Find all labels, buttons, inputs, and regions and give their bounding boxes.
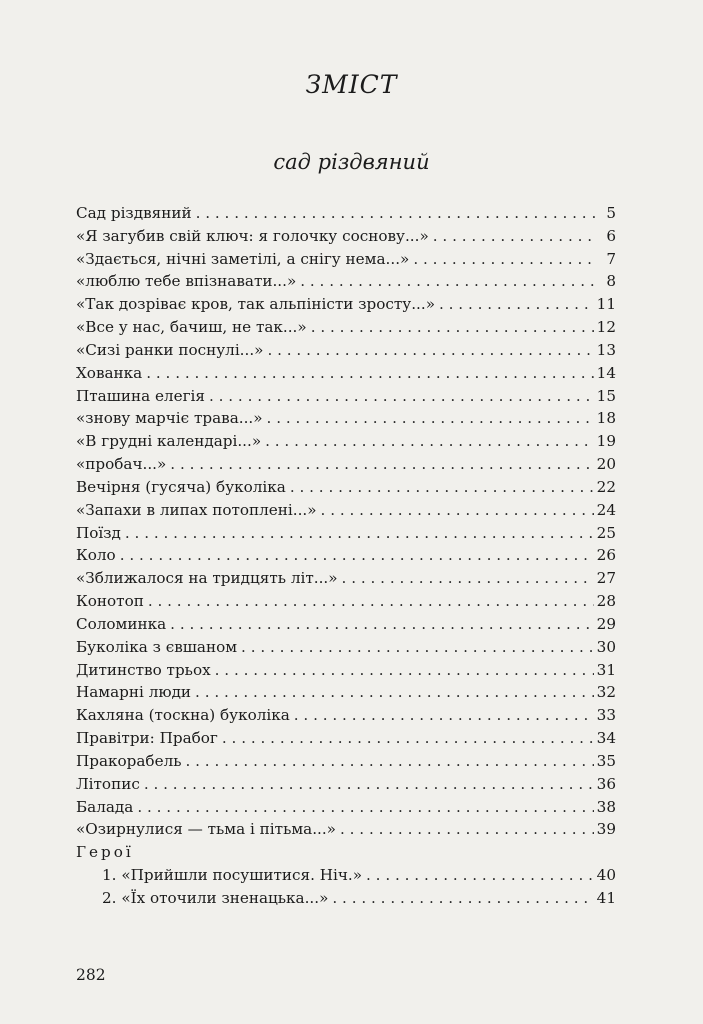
toc-entry	[76, 615, 616, 638]
toc-entry-title: Літопис	[76, 774, 140, 793]
section-title: сад різдвяний	[273, 150, 430, 174]
dot-leader	[413, 250, 597, 268]
toc-group-heading: Герої	[76, 843, 134, 862]
toc-entry	[76, 318, 616, 341]
toc-entry	[76, 295, 616, 318]
toc-entry-page: 36	[596, 774, 616, 793]
toc-entry	[76, 638, 616, 661]
toc-entry	[76, 706, 616, 729]
toc-entry	[76, 661, 616, 684]
dot-leader	[267, 409, 594, 427]
toc-entry-page: 31	[596, 660, 616, 679]
toc-entry-title: Хованка	[76, 363, 143, 382]
dot-leader	[170, 455, 593, 473]
dot-leader	[144, 775, 594, 793]
toc-entry	[76, 409, 616, 432]
toc-entry-title: Кахляна (тоскна) буколіка	[76, 706, 290, 725]
toc-entry-page: 26	[596, 546, 616, 565]
toc-entry	[76, 798, 616, 821]
toc-entry-title: Буколіка з євшаном	[76, 637, 238, 656]
dot-leader	[439, 295, 594, 313]
toc-entry-title: 2. «Їх оточили зненацька...»	[102, 888, 329, 907]
dot-leader	[125, 524, 594, 542]
toc-entry-title: Балада	[76, 797, 134, 816]
toc-entry-title: «Здається, нічні заметілі, а снігу нема...»	[76, 249, 410, 268]
toc-entry-title: Правітри: Прабог	[76, 729, 218, 748]
toc-entry	[76, 341, 616, 364]
toc-entry	[76, 250, 616, 273]
toc-entry-title: «Так дозріває кров, так альпіністи зросту...»	[76, 295, 435, 314]
toc-entry-page: 12	[596, 318, 616, 337]
toc-entry-title: Конотоп	[76, 592, 144, 611]
toc-entry	[76, 387, 616, 410]
toc-entry-title: «Я загубив свій ключ: я голочку соснову...»	[76, 226, 429, 245]
dot-leader	[185, 752, 593, 770]
toc-entry-page: 15	[596, 386, 616, 405]
toc-entry-page: 18	[596, 409, 616, 428]
dot-leader	[209, 387, 594, 405]
toc-entry-title: Пташина елегія	[76, 386, 205, 405]
toc-entry-title: Намарні люди	[76, 683, 192, 702]
toc-entry-page: 13	[596, 340, 616, 359]
toc-entry-page: 30	[596, 637, 616, 656]
toc-entry-title: 1. «Прийшли посушитися. Ніч.»	[102, 866, 363, 885]
toc-entry	[76, 683, 616, 706]
toc-entry	[76, 455, 616, 478]
toc-entry	[76, 820, 616, 843]
dot-leader	[321, 501, 594, 519]
toc-entry	[76, 478, 616, 501]
toc-group-heading-row	[76, 843, 616, 866]
dot-leader	[120, 546, 594, 564]
toc-entry-title: «Все у нас, бачиш, не так...»	[76, 318, 307, 337]
page-number: 282	[76, 966, 106, 984]
toc-entry-page: 27	[596, 569, 616, 588]
toc-entry-page: 5	[606, 204, 616, 222]
toc-entry-page: 41	[596, 888, 616, 907]
toc-entry	[76, 501, 616, 524]
dot-leader	[222, 729, 594, 747]
dot-leader	[241, 638, 594, 656]
dot-leader	[366, 866, 594, 884]
dot-leader	[433, 227, 597, 245]
dot-leader	[137, 798, 593, 816]
toc-entry-title: Коло	[76, 546, 116, 565]
toc-entry	[76, 729, 616, 752]
toc-entry-page: 38	[596, 797, 616, 816]
toc-entry-title: Дитинство трьох	[76, 660, 211, 679]
toc-entry-page: 7	[606, 249, 616, 268]
dot-leader	[196, 204, 597, 222]
toc-entry-page: 28	[596, 592, 616, 611]
toc-entry-page: 33	[596, 706, 616, 725]
dot-leader	[195, 683, 594, 701]
toc-entry-title: «Зближалося на тридцять літ...»	[76, 569, 338, 588]
toc-entry-page: 22	[596, 477, 616, 496]
toc-entry-page: 8	[606, 272, 616, 291]
toc-entry-title: Поїзд	[76, 523, 121, 542]
dot-leader	[340, 820, 594, 838]
toc-sub-entry	[76, 866, 616, 889]
toc-entry-page: 20	[596, 455, 616, 474]
toc-entry	[76, 272, 616, 295]
toc-entry-title: «люблю тебе впізнавати...»	[76, 272, 297, 291]
dot-leader	[265, 432, 594, 450]
dot-leader	[300, 272, 597, 290]
dot-leader	[146, 364, 593, 382]
dot-leader	[342, 569, 594, 587]
toc-entry	[76, 432, 616, 455]
page-title: ЗМІСТ	[305, 70, 398, 99]
toc-entry	[76, 524, 616, 547]
toc-entry-title: Пракорабель	[76, 751, 182, 770]
dot-leader	[332, 889, 593, 907]
toc-entry-page: 19	[596, 432, 616, 451]
toc-entry	[76, 364, 616, 387]
toc-entry-page: 11	[596, 295, 616, 314]
toc-entry-page: 6	[606, 226, 616, 245]
toc-entry	[76, 592, 616, 615]
toc-entry-page: 24	[596, 500, 616, 519]
dot-leader	[215, 661, 594, 679]
toc-entry-page: 34	[596, 729, 616, 748]
toc-entry-title: «пробач...»	[76, 455, 167, 474]
dot-leader	[148, 592, 594, 610]
toc-entry-page: 25	[596, 523, 616, 542]
toc-entry	[76, 227, 616, 250]
toc-entry-title: Соломинка	[76, 614, 167, 633]
toc-entry	[76, 775, 616, 798]
toc-entry	[76, 204, 616, 227]
toc-sub-entry	[76, 889, 616, 912]
toc-entry	[76, 546, 616, 569]
toc-entry-title: «Сизі ранки поснулі...»	[76, 340, 264, 359]
toc-entry	[76, 569, 616, 592]
toc-entry-page: 40	[596, 866, 616, 885]
toc-entry-title: «Озирнулися — тьма і пітьма...»	[76, 820, 336, 839]
toc-entry	[76, 752, 616, 775]
dot-leader	[311, 318, 594, 336]
toc-entry-title: «знову марчіє трава...»	[76, 409, 263, 428]
toc-entry-page: 29	[596, 614, 616, 633]
dot-leader	[170, 615, 594, 633]
toc-entry-page: 32	[596, 683, 616, 702]
dot-leader	[290, 478, 594, 496]
toc-entry-title: «В грудні календарі...»	[76, 432, 262, 451]
dot-leader	[294, 706, 594, 724]
toc-entry-page: 14	[596, 363, 616, 382]
table-of-contents	[76, 204, 616, 912]
dot-leader	[267, 341, 593, 359]
toc-entry-title: «Запахи в липах потоплені...»	[76, 500, 317, 519]
toc-entry-page: 39	[596, 820, 616, 839]
toc-entry-title: Сад різдвяний	[76, 204, 192, 222]
toc-entry-title: Вечірня (гусяча) буколіка	[76, 477, 286, 496]
toc-entry-page: 35	[596, 751, 616, 770]
